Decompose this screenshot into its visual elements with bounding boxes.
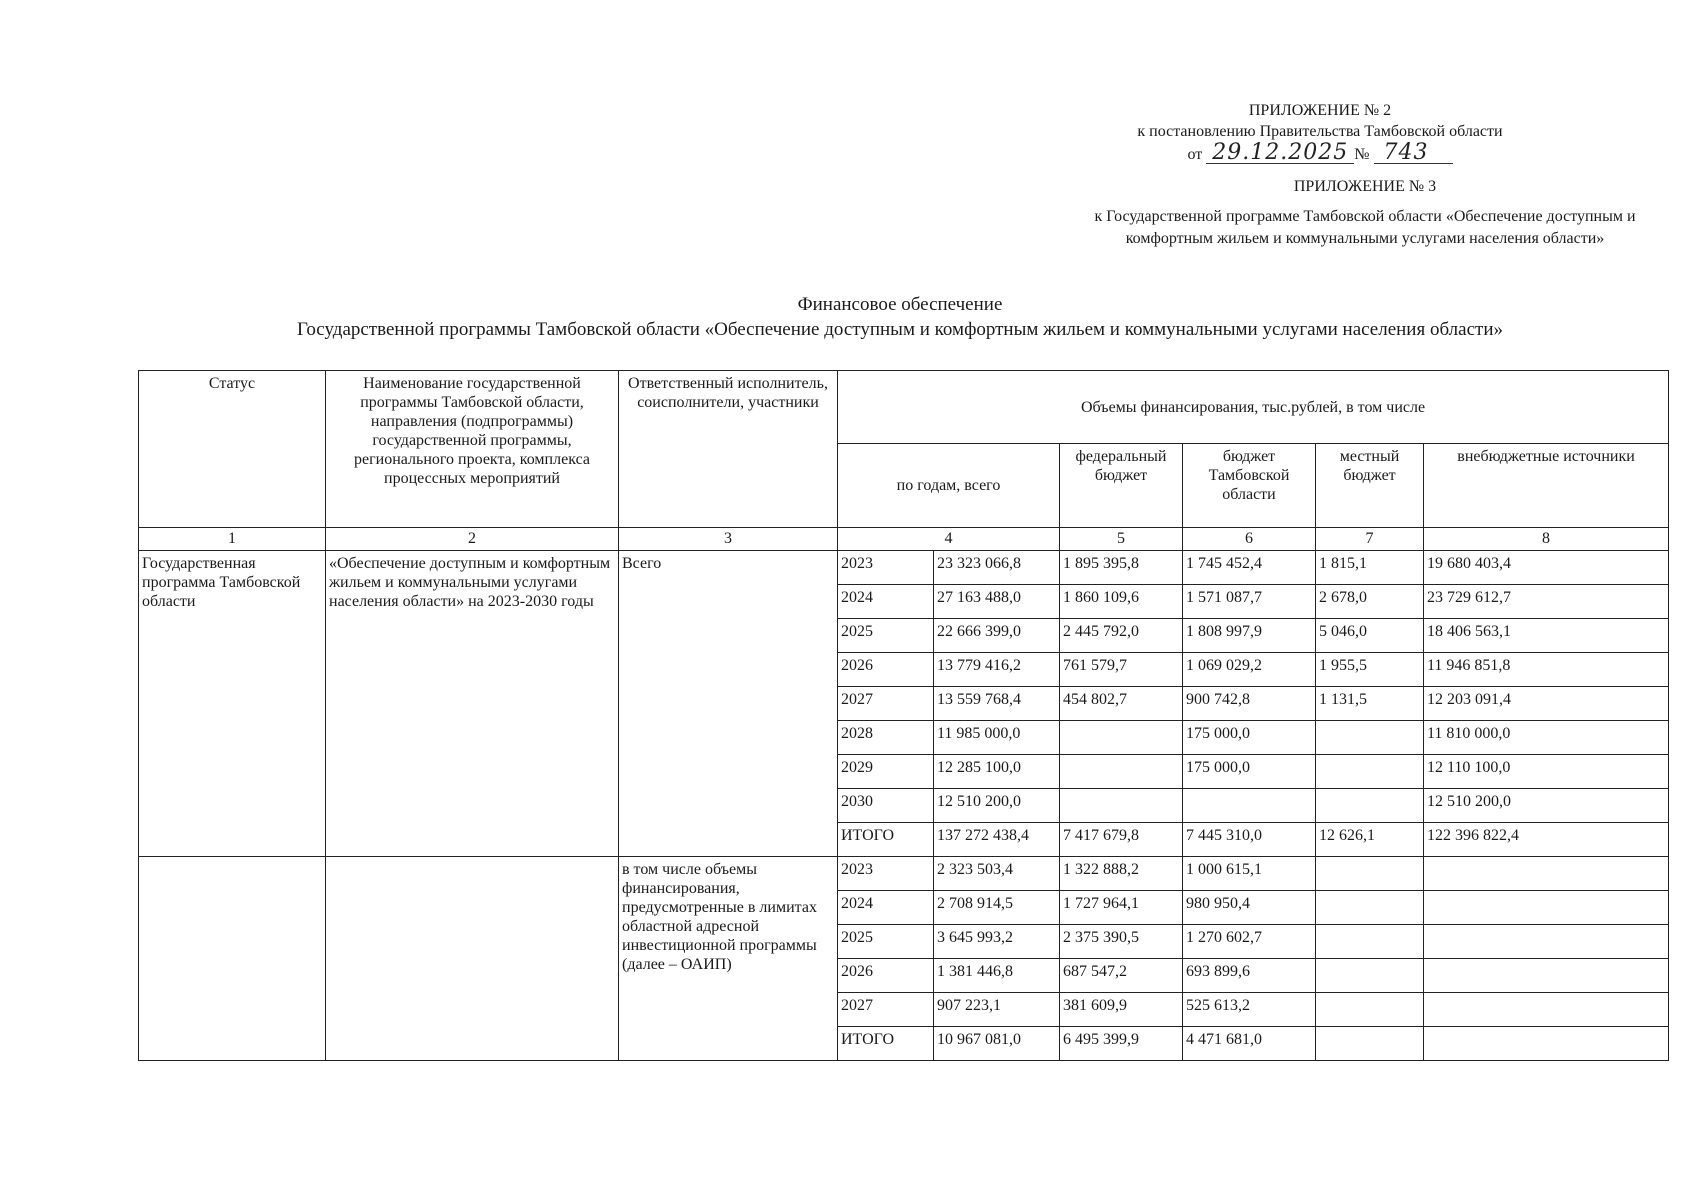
cell-total: 12 285 100,0 <box>934 755 1060 789</box>
table-row <box>139 551 1669 585</box>
cell-extra <box>1424 1027 1669 1061</box>
cell-regional: 693 899,6 <box>1183 959 1316 993</box>
cell-local: 1 815,1 <box>1316 551 1424 585</box>
cell-regional: 1 069 029,2 <box>1183 653 1316 687</box>
header-regional: бюджет Тамбовской области <box>1183 444 1316 528</box>
col-number: 3 <box>619 528 838 551</box>
group-executor-cell: Всего <box>619 551 838 857</box>
group-name-cell: «Обеспечение доступным и комфортным жильем и коммунальными услугами населения области» на 2023-2030 годы <box>326 551 619 857</box>
cell-year: 2023 <box>838 551 934 585</box>
cell-extra <box>1424 925 1669 959</box>
cell-federal <box>1060 721 1183 755</box>
cell-regional: 175 000,0 <box>1183 721 1316 755</box>
cell-year: 2028 <box>838 721 934 755</box>
cell-extra: 11 946 851,8 <box>1424 653 1669 687</box>
cell-federal: 1 727 964,1 <box>1060 891 1183 925</box>
cell-local <box>1316 993 1424 1027</box>
cell-year: ИТОГО <box>838 823 934 857</box>
header-volumes: Объемы финансирования, тыс.рублей, в том числе <box>838 371 1669 444</box>
cell-total: 2 708 914,5 <box>934 891 1060 925</box>
cell-regional: 1 270 602,7 <box>1183 925 1316 959</box>
cell-federal <box>1060 789 1183 823</box>
group-name-cell <box>326 857 619 1061</box>
cell-total: 23 323 066,8 <box>934 551 1060 585</box>
resolution-date-line <box>1000 142 1640 165</box>
col-number: 1 <box>139 528 326 551</box>
cell-extra: 12 110 100,0 <box>1424 755 1669 789</box>
appendix-3-title: ПРИЛОЖЕНИЕ № 3 <box>1293 178 1437 195</box>
cell-extra: 23 729 612,7 <box>1424 585 1669 619</box>
table-row <box>139 857 1669 891</box>
col-number: 5 <box>1060 528 1183 551</box>
appendix-2-line: к постановлению Правительства Тамбовской области <box>1137 123 1503 140</box>
col-number: 4 <box>838 528 1060 551</box>
col-number: 8 <box>1424 528 1669 551</box>
number-sign: № <box>1354 146 1370 163</box>
col-number: 7 <box>1316 528 1424 551</box>
cell-total: 12 510 200,0 <box>934 789 1060 823</box>
cell-extra: 122 396 822,4 <box>1424 823 1669 857</box>
group-executor-cell: в том числе объемы финансирования, предусмотренные в лимитах областной адресной инвестиционной программы (далее – ОАИП) <box>619 857 838 1061</box>
cell-extra: 19 680 403,4 <box>1424 551 1669 585</box>
cell-federal: 687 547,2 <box>1060 959 1183 993</box>
cell-year: 2025 <box>838 619 934 653</box>
cell-federal: 7 417 679,8 <box>1060 823 1183 857</box>
cell-total: 27 163 488,0 <box>934 585 1060 619</box>
appendix-3-text: к Государственной программе Тамбовской области «Обеспечение доступным и комфортным жильем и коммунальными услугами населения области» <box>1094 208 1636 247</box>
cell-regional: 4 471 681,0 <box>1183 1027 1316 1061</box>
cell-year: 2027 <box>838 993 934 1027</box>
cell-regional: 175 000,0 <box>1183 755 1316 789</box>
header-federal: федеральный бюджет <box>1060 444 1183 528</box>
cell-regional: 1 571 087,7 <box>1183 585 1316 619</box>
cell-year: 2024 <box>838 585 934 619</box>
handwritten-number: 743 <box>1374 142 1453 164</box>
header-by-years: по годам, всего <box>838 444 1060 528</box>
cell-regional: 1 745 452,4 <box>1183 551 1316 585</box>
cell-year: 2029 <box>838 755 934 789</box>
cell-local <box>1316 891 1424 925</box>
cell-local: 1 131,5 <box>1316 687 1424 721</box>
header-extra: внебюджетные источники <box>1424 444 1669 528</box>
cell-federal <box>1060 755 1183 789</box>
cell-local: 2 678,0 <box>1316 585 1424 619</box>
financing-table-body <box>139 551 1669 1061</box>
cell-total: 137 272 438,4 <box>934 823 1060 857</box>
cell-total: 2 323 503,4 <box>934 857 1060 891</box>
cell-total: 3 645 993,2 <box>934 925 1060 959</box>
col-number: 6 <box>1183 528 1316 551</box>
cell-year: 2030 <box>838 789 934 823</box>
cell-total: 907 223,1 <box>934 993 1060 1027</box>
cell-total: 13 559 768,4 <box>934 687 1060 721</box>
group-status-cell <box>139 857 326 1061</box>
cell-local <box>1316 959 1424 993</box>
cell-local: 1 955,5 <box>1316 653 1424 687</box>
col-number: 2 <box>326 528 619 551</box>
cell-year: 2026 <box>838 959 934 993</box>
cell-extra <box>1424 993 1669 1027</box>
cell-federal: 381 609,9 <box>1060 993 1183 1027</box>
cell-local <box>1316 925 1424 959</box>
cell-total: 1 381 446,8 <box>934 959 1060 993</box>
header-row-1 <box>139 371 1669 444</box>
document-title-line2: Государственной программы Тамбовской области «Обеспечение доступным и комфортным жильем и коммунальными услугами населения области» <box>297 319 1503 340</box>
appendix-2-block <box>1000 100 1640 165</box>
cell-extra: 12 510 200,0 <box>1424 789 1669 823</box>
cell-regional: 1 000 615,1 <box>1183 857 1316 891</box>
handwritten-date: 29.12.2025 <box>1206 142 1354 164</box>
cell-federal: 1 322 888,2 <box>1060 857 1183 891</box>
cell-local <box>1316 755 1424 789</box>
date-prefix: от <box>1187 146 1203 163</box>
cell-federal: 2 375 390,5 <box>1060 925 1183 959</box>
cell-year: 2026 <box>838 653 934 687</box>
header-name: Наименование государственной программы Тамбовской области, направления (подпрограммы) государственной программы, регионального проекта, комплекса процессных мероприятий <box>326 371 619 528</box>
cell-federal: 6 495 399,9 <box>1060 1027 1183 1061</box>
cell-total: 22 666 399,0 <box>934 619 1060 653</box>
cell-extra: 12 203 091,4 <box>1424 687 1669 721</box>
cell-federal: 454 802,7 <box>1060 687 1183 721</box>
column-numbers-row <box>139 528 1669 551</box>
cell-regional <box>1183 789 1316 823</box>
cell-federal: 761 579,7 <box>1060 653 1183 687</box>
cell-local <box>1316 789 1424 823</box>
cell-year: 2024 <box>838 891 934 925</box>
cell-local: 5 046,0 <box>1316 619 1424 653</box>
cell-extra: 18 406 563,1 <box>1424 619 1669 653</box>
document-title <box>130 292 1670 342</box>
cell-year: ИТОГО <box>838 1027 934 1061</box>
header-local: местный бюджет <box>1316 444 1424 528</box>
cell-total: 10 967 081,0 <box>934 1027 1060 1061</box>
cell-local <box>1316 1027 1424 1061</box>
cell-local <box>1316 857 1424 891</box>
appendix-2-title: ПРИЛОЖЕНИЕ № 2 <box>1248 102 1392 119</box>
cell-local <box>1316 721 1424 755</box>
cell-year: 2025 <box>838 925 934 959</box>
cell-extra <box>1424 857 1669 891</box>
header-executor: Ответственный исполнитель, соисполнители, участники <box>619 371 838 528</box>
cell-federal: 1 860 109,6 <box>1060 585 1183 619</box>
cell-regional: 525 613,2 <box>1183 993 1316 1027</box>
financing-table <box>138 370 1669 1061</box>
cell-regional: 7 445 310,0 <box>1183 823 1316 857</box>
header-status: Статус <box>139 371 326 528</box>
cell-year: 2023 <box>838 857 934 891</box>
cell-regional: 1 808 997,9 <box>1183 619 1316 653</box>
cell-total: 13 779 416,2 <box>934 653 1060 687</box>
cell-extra <box>1424 891 1669 925</box>
cell-local: 12 626,1 <box>1316 823 1424 857</box>
cell-regional: 900 742,8 <box>1183 687 1316 721</box>
cell-extra: 11 810 000,0 <box>1424 721 1669 755</box>
document-title-line1: Финансовое обеспечение <box>797 294 1003 315</box>
cell-federal: 2 445 792,0 <box>1060 619 1183 653</box>
cell-federal: 1 895 395,8 <box>1060 551 1183 585</box>
cell-year: 2027 <box>838 687 934 721</box>
appendix-3-block <box>1055 176 1675 250</box>
cell-total: 11 985 000,0 <box>934 721 1060 755</box>
cell-extra <box>1424 959 1669 993</box>
group-status-cell: Государственная программа Тамбовской области <box>139 551 326 857</box>
cell-regional: 980 950,4 <box>1183 891 1316 925</box>
